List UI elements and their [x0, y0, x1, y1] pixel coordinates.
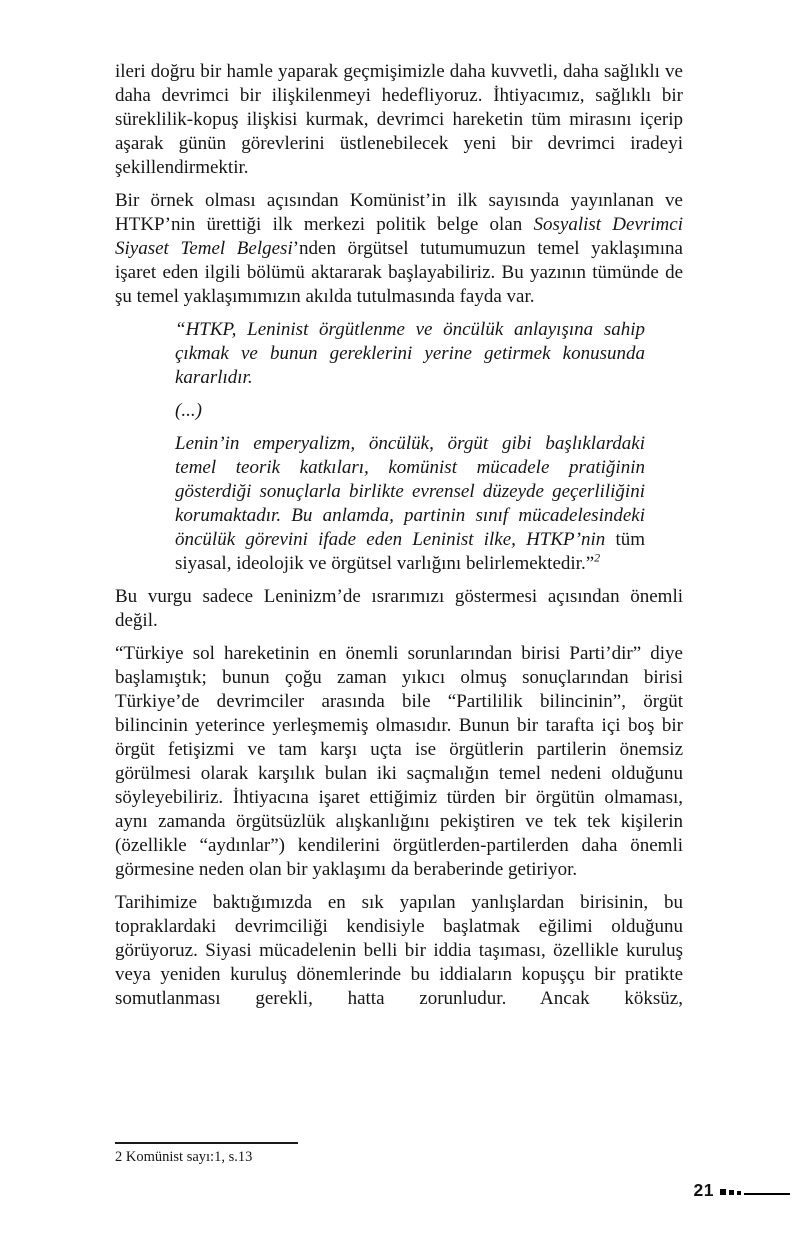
square-ornament-icon — [720, 1189, 726, 1195]
text-segment: ’nden örgütsel tutumumuzun temel yaklaşımına işaret eden ilgili bölümü aktararak başlayabiliriz. Bu yazının tümünde de şu temel yaklaşımımızın akılda tutulmasında fayda var. — [115, 238, 683, 307]
body-paragraph — [115, 60, 683, 180]
quote-paragraph — [175, 399, 645, 423]
footnote-reference: 2 — [594, 550, 601, 565]
text-segment: Bir örnek olması açısından Komünist’in ilk sayısında yayınlanan ve HTKP’nin ürettiği ilk merkezi politik belge olan — [115, 190, 683, 235]
text-segment: Lenin’in emperyalizm, öncülük, örgüt gibi başlıklardaki temel teorik katkıları, komünist mücadele pratiğinin gösterdiği sonuçlarla birlikte evrensel düzeyde geçerliliğini korumaktadır. Bu anlamda, partinin sınıf mücadelesindeki öncülük görevini ifade eden Leninist ilke, HTKP’nin — [175, 433, 645, 550]
footnote-area — [115, 1142, 683, 1166]
footnote-text: 2 Komünist sayı:1, s.13 — [115, 1149, 253, 1165]
text-segment: Sosyalist Devrimci Siyaset Temel Belgesi — [115, 214, 683, 259]
text-segment: “Türkiye sol hareketinin en önemli sorunlarından birisi Parti’dir” diye başlamıştık; bunun çoğu zaman yıkıcı olmuş sonuçlarından birisi Türkiye’de devrimciler arasında bile “Partililik bilincinin”, örgüt bilincinin yeterince yerleşmemiş olmasıdır. Bunun bir tarafta içi boş bir örgüt fetişizmi ve tam karşı uçta ise örgütlerin partilerin önemsiz görülmesi olarak karşılık bulan iki saçmalığın temel nedeni olduğunu söyleyebiliriz. İhtiyacına işaret ettiğimiz türden bir örgütün olmaması, aynı zamanda örgütsüzlük alışkanlığını pekiştiren ve tek tek kişilerin (özellikle “aydınlar”) kendilerini örgütlerden-partilerden daha önemli görmesine neden olan bir yaklaşımı da beraberinde getiriyor. — [115, 643, 683, 880]
page-footer — [694, 1180, 790, 1201]
body-paragraph — [115, 642, 683, 882]
text-segment: “HTKP, Leninist örgütlenme ve öncülük anlayışına sahip çıkmak ve bunun gereklerini yerine getirmek konusunda kararlıdır. — [175, 319, 645, 388]
page-body — [115, 60, 683, 1020]
footnote-divider — [115, 1142, 298, 1144]
body-paragraph — [115, 189, 683, 309]
square-ornament-icon — [729, 1190, 734, 1195]
body-paragraph — [115, 891, 683, 1011]
text-segment: (...) — [175, 400, 202, 421]
body-paragraph — [115, 585, 683, 633]
footer-ornament — [720, 1182, 790, 1200]
square-ornament-icon — [737, 1191, 741, 1195]
quote-paragraph — [175, 432, 645, 576]
text-segment: Tarihimize baktığımızda en sık yapılan yanlışlardan birisinin, bu topraklardaki devrimciliği kendisiyle başlatmak eğilimi olduğunu görüyoruz. Siyasi mücadelenin belli bir iddia taşıması, özellikle kuruluş veya yeniden kuruluş dönemlerinde bu iddiaların kopuşçu bir pratikte somutlanması gerekli, hatta zorunludur. Ancak köksüz, — [115, 892, 683, 1009]
page-number: 21 — [693, 1180, 714, 1200]
text-segment: Bu vurgu sadece Leninizm’de ısrarımızı göstermesi açısından önemli değil. — [115, 586, 683, 631]
quote-paragraph — [175, 318, 645, 390]
footer-rule — [744, 1193, 790, 1195]
text-segment: tüm siyasal, ideolojik ve örgütsel varlığını belirlemektedir.” — [175, 529, 645, 574]
text-segment: ileri doğru bir hamle yaparak geçmişimizle daha kuvvetli, daha sağlıklı ve daha devrimci bir ilişkilenmeyi hedefliyoruz. İhtiyacımız, sağlıklı bir süreklilik-kopuş ilişkisi kurmak, devrimci hareketin tüm mirasını içerip aşarak günün görevlerini üstlenebilecek yeni bir devrimci iradeyi şekillendirmektir. — [115, 61, 683, 178]
